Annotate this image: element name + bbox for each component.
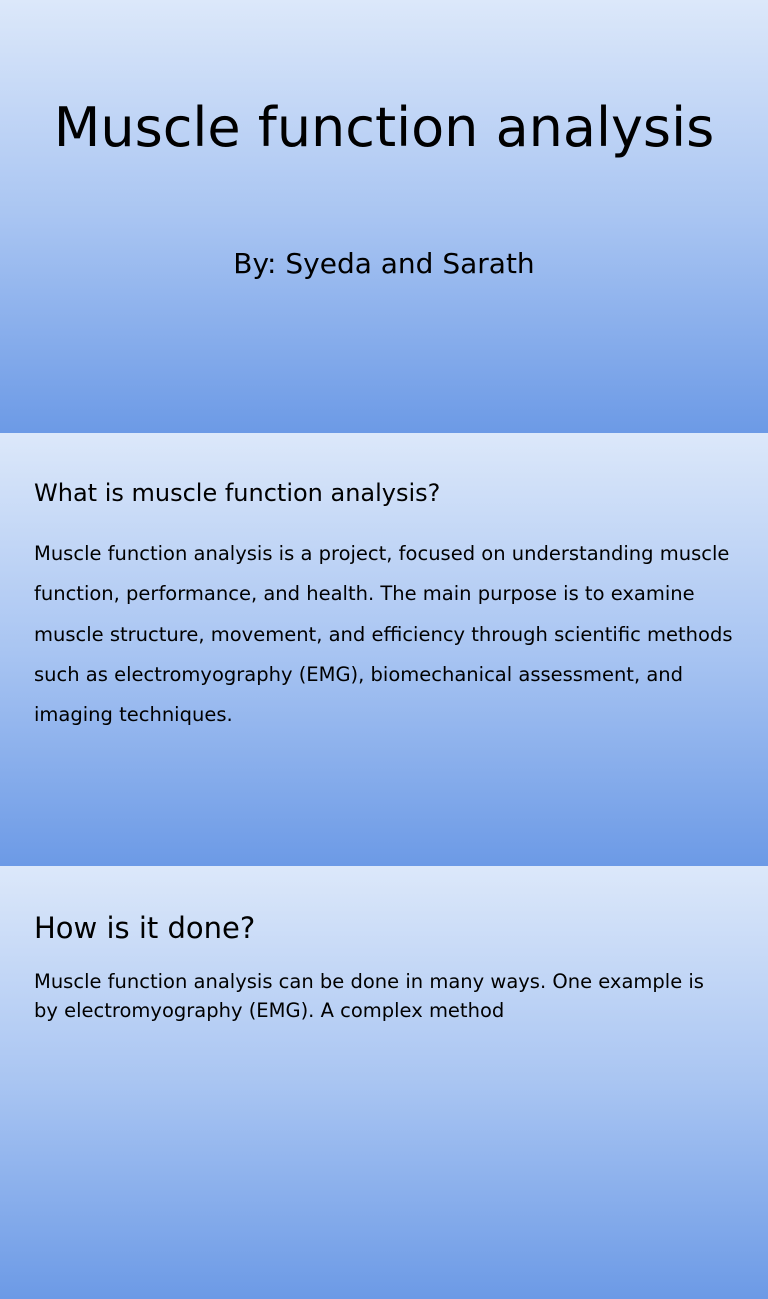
slide-what-is <box>0 433 768 866</box>
slide-heading: How is it done? <box>34 911 256 945</box>
slide-body-text: Muscle function analysis is a project, focused on understanding muscle function, performance, and health. The main purpose is to examine muscle structure, movement, and efficiency through scientific methods such as electromyography (EMG), biomechanical assessment, and imaging techniques. <box>34 542 733 727</box>
slide-body-text: Muscle function analysis can be done in many ways. One example is by electromyography (EMG). A complex method <box>34 970 704 1022</box>
presentation-title: Muscle function analysis <box>53 96 715 159</box>
slide-heading: What is muscle function analysis? <box>34 479 441 507</box>
slide-how-is-it-done <box>0 866 768 1299</box>
title-slide <box>0 0 768 433</box>
presentation-authors: By: Syeda and Sarath <box>233 247 535 280</box>
